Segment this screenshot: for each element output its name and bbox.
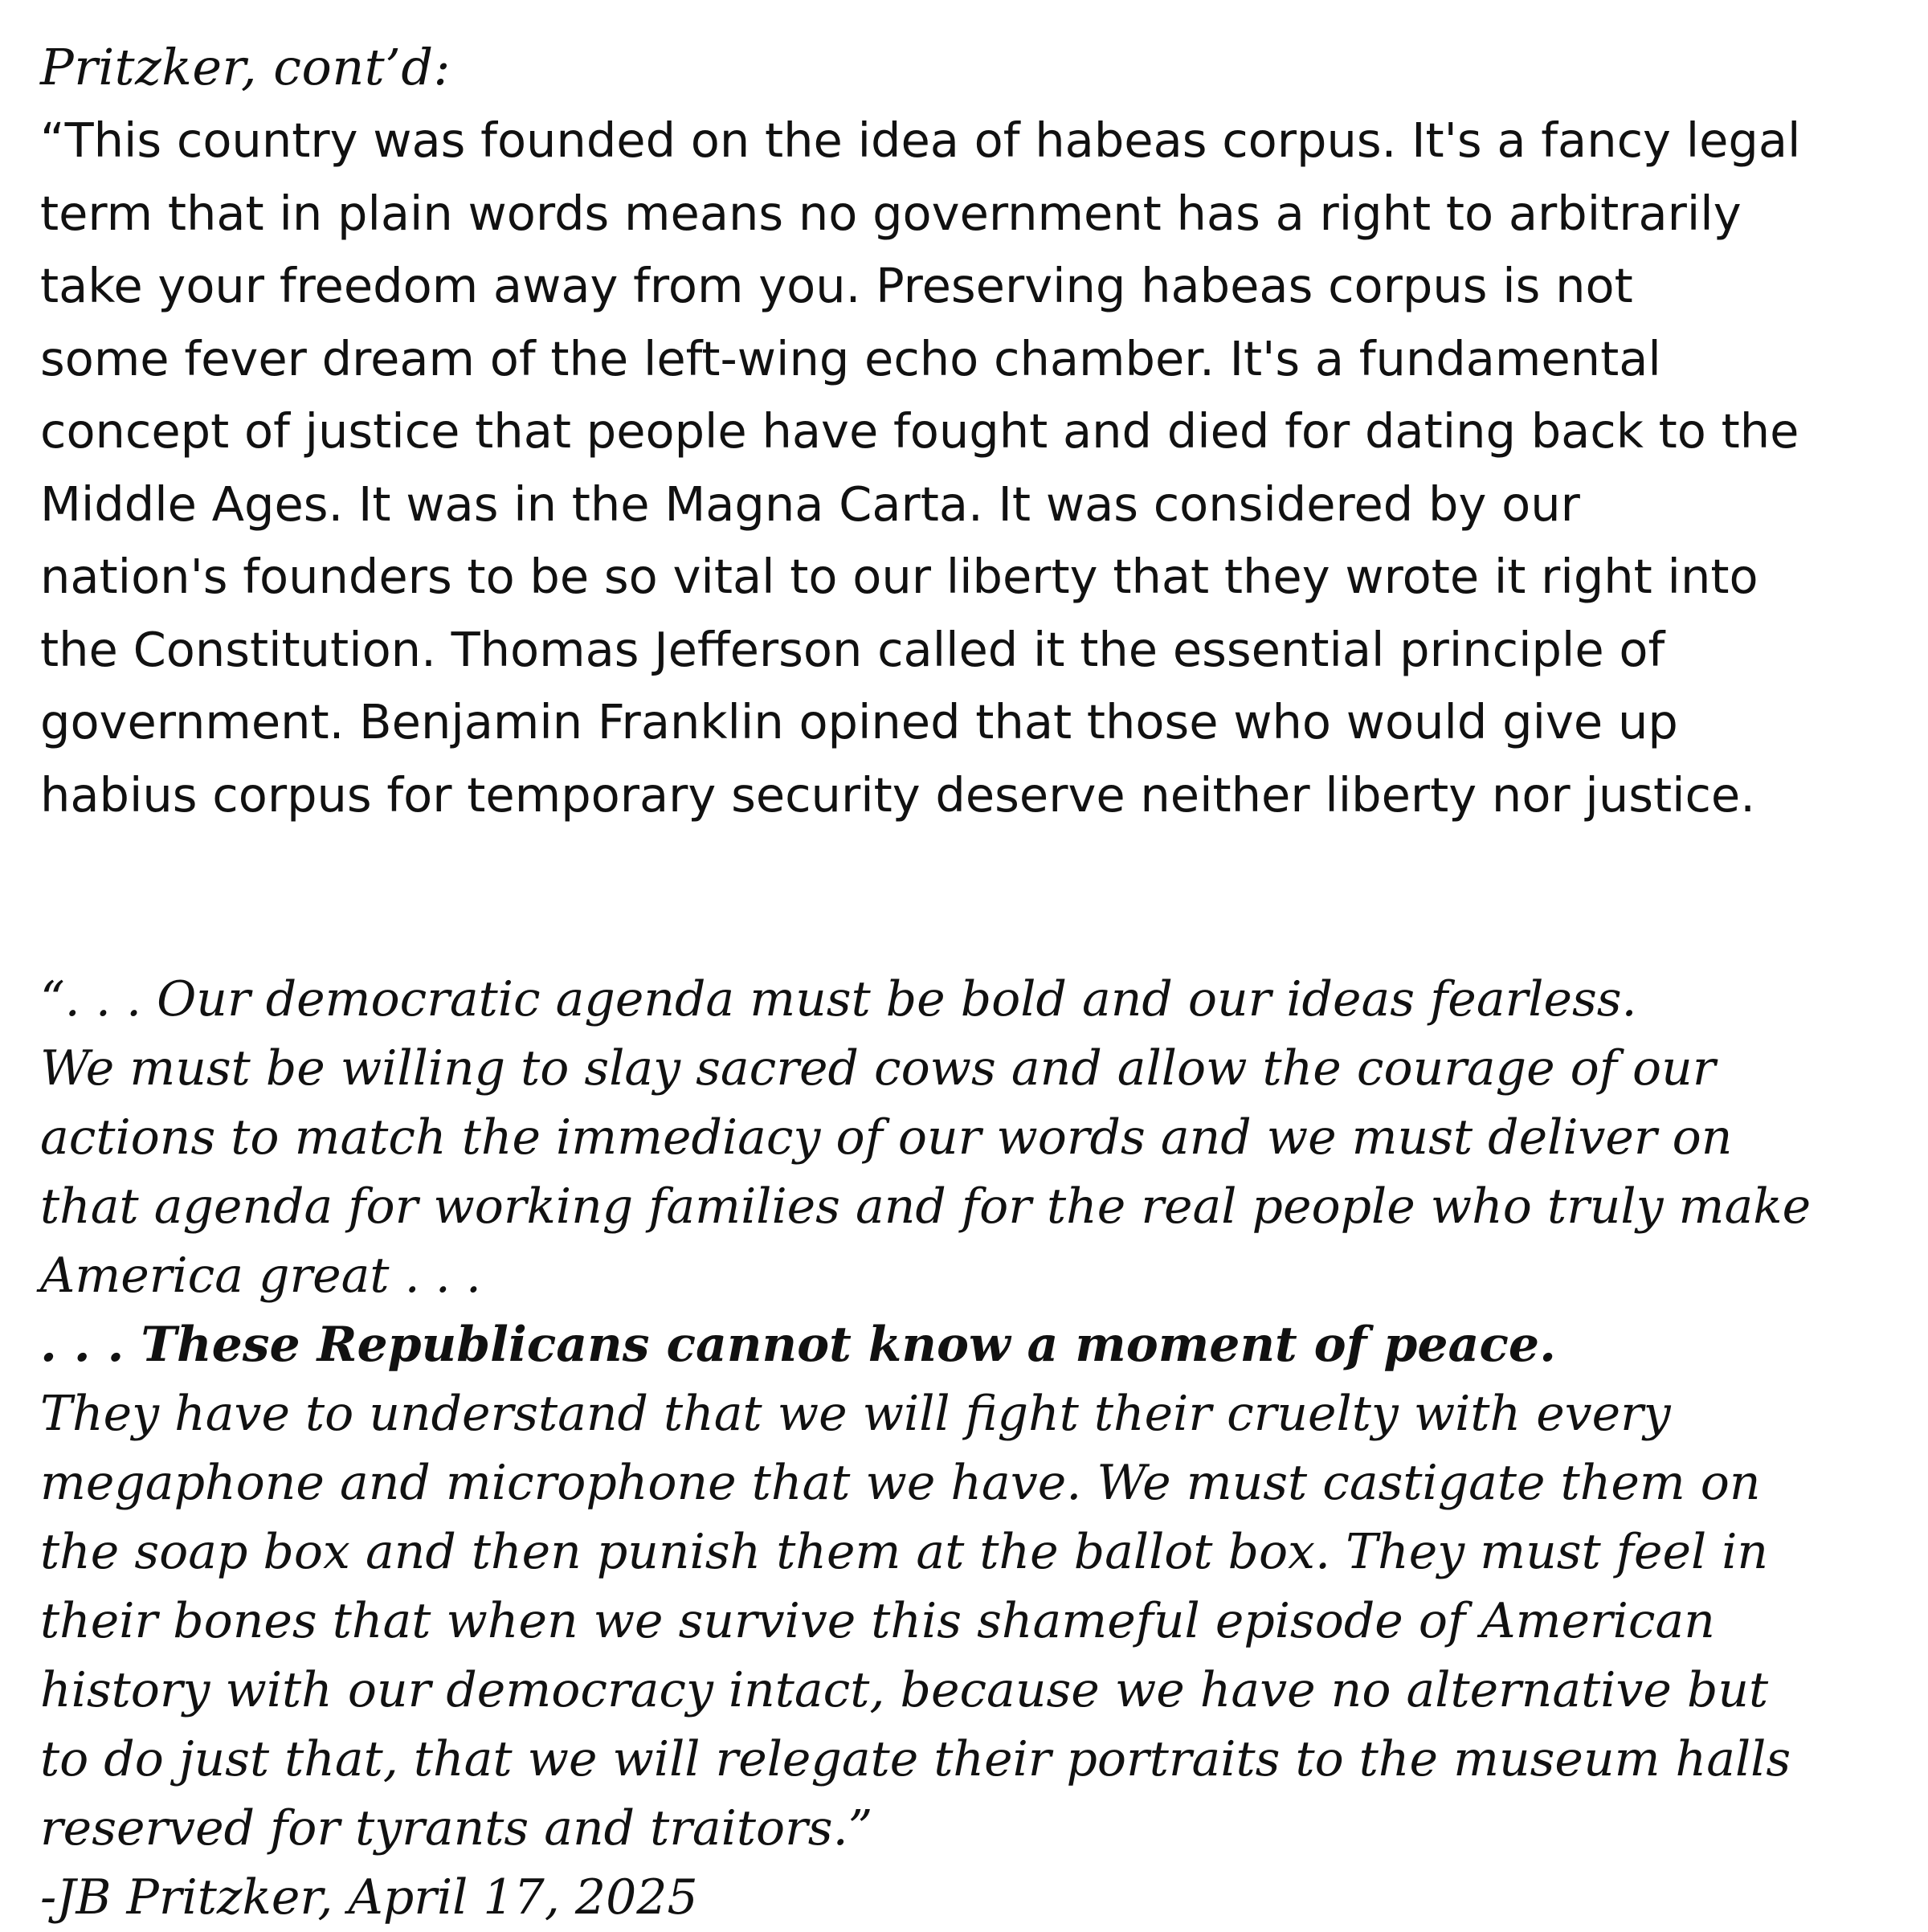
quote-line: their bones that when we survive this shameful episode of American [40, 1593, 1715, 1649]
attribution: -JB Pritzker, April 17, 2025 [40, 1869, 698, 1926]
quote-line: the soap box and then punish them at the ballot box. They must feel in [40, 1524, 1769, 1580]
quote-line: that agenda for working families and for the real people who truly make [40, 1178, 1812, 1235]
quote-line: nation's founders to be so vital to our liberty that they wrote it right into [40, 549, 1758, 604]
quote-line: to do just that, that we will relegate their portraits to the museum halls [40, 1731, 1791, 1787]
quote-line: megaphone and microphone that we have. We must castigate them on [40, 1455, 1761, 1511]
quote-line: America great . . . [40, 1248, 481, 1304]
speaker-heading: Pritzker, cont’d: [40, 38, 451, 96]
quote-line: history with our democracy intact, because we have no alternative but [40, 1662, 1769, 1718]
quote-line: reserved for tyrants and traitors.” [40, 1800, 873, 1856]
document-page [40, 31, 1904, 1932]
quote-line: government. Benjamin Franklin opined that those who would give up [40, 694, 1678, 750]
habeas-corpus-quote [40, 104, 1904, 831]
democratic-agenda-quote [40, 965, 1904, 1863]
bold-quote-line: . . . These Republicans cannot know a moment of peace. [40, 1317, 1556, 1373]
quote-line: take your freedom away from you. Preserving habeas corpus is not [40, 258, 1633, 313]
quote-line: habius corpus for temporary security deserve neither liberty nor justice. [40, 766, 1755, 823]
quote-line: term that in plain words means no government has a right to arbitrarily [40, 185, 1742, 241]
quote-line: some fever dream of the left-wing echo chamber. It's a fundamental [40, 330, 1661, 386]
section-spacer [40, 831, 1904, 965]
quote-line: “This country was founded on the idea of habeas corpus. It's a fancy legal [40, 112, 1801, 168]
quote-line: the Constitution. Thomas Jefferson called it the essential principle of [40, 621, 1665, 677]
quote-line: actions to match the immediacy of our words and we must deliver on [40, 1109, 1733, 1166]
quote-line: We must be willing to slay sacred cows and allow the courage of our [40, 1040, 1716, 1097]
quote-line: Middle Ages. It was in the Magna Carta. It was considered by our [40, 476, 1580, 532]
quote-line: “. . . Our democratic agenda must be bold and our ideas fearless. [40, 971, 1637, 1027]
quote-line: They have to understand that we will fight their cruelty with every [40, 1386, 1671, 1442]
quote-line: concept of justice that people have fought and died for dating back to the [40, 403, 1799, 459]
